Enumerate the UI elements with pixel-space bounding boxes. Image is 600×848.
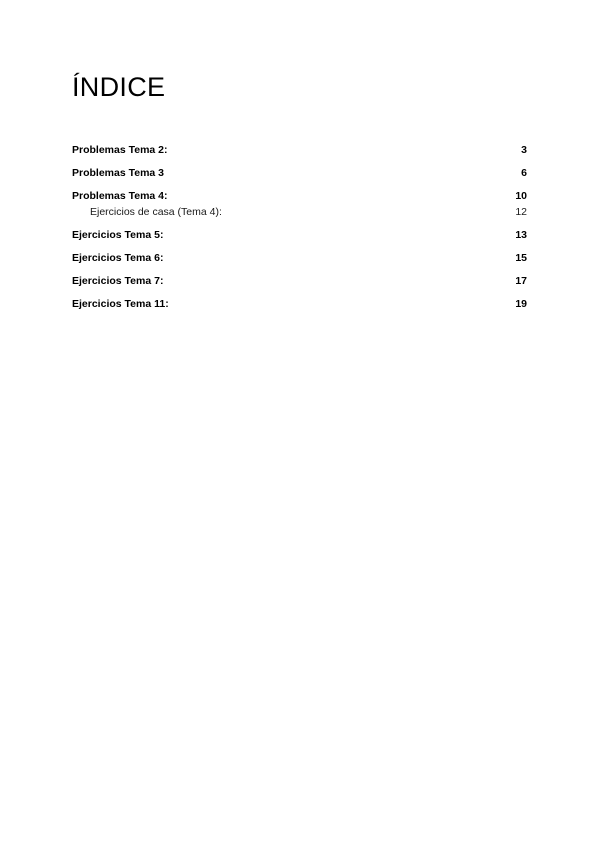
page-title: ÍNDICE (72, 72, 166, 102)
toc-entry-label: Ejercicios Tema 7: (72, 275, 164, 287)
toc-entry-page: 13 (515, 229, 527, 241)
toc-entry-page: 19 (515, 298, 527, 310)
toc-entry-page: 12 (515, 206, 527, 218)
toc-entry[interactable] (72, 188, 527, 204)
toc-entry[interactable] (72, 142, 527, 158)
toc-entry-label: Problemas Tema 2: (72, 144, 168, 156)
toc-entry-page: 17 (515, 275, 527, 287)
toc-entry[interactable] (72, 296, 527, 312)
toc-entry-label: Ejercicios Tema 5: (72, 229, 164, 241)
toc-entry-label: Problemas Tema 3 (72, 167, 165, 179)
toc-entry-page: 6 (521, 167, 527, 179)
toc-entry-label: Ejercicios Tema 6: (72, 252, 164, 264)
toc-entry-label: Ejercicios Tema 11: (72, 298, 169, 310)
toc-subentry[interactable] (72, 204, 527, 220)
toc-entry[interactable] (72, 273, 527, 289)
toc-entry[interactable] (72, 165, 527, 181)
toc-entry-label: Problemas Tema 4: (72, 190, 168, 202)
toc-entry[interactable] (72, 250, 527, 266)
table-of-contents (72, 142, 527, 312)
toc-entry-page: 3 (521, 144, 527, 156)
toc-entry[interactable] (72, 227, 527, 243)
toc-entry-label: Ejercicios de casa (Tema 4): (90, 206, 222, 218)
toc-entry-page: 15 (515, 252, 527, 264)
toc-entry-page: 10 (515, 190, 527, 202)
